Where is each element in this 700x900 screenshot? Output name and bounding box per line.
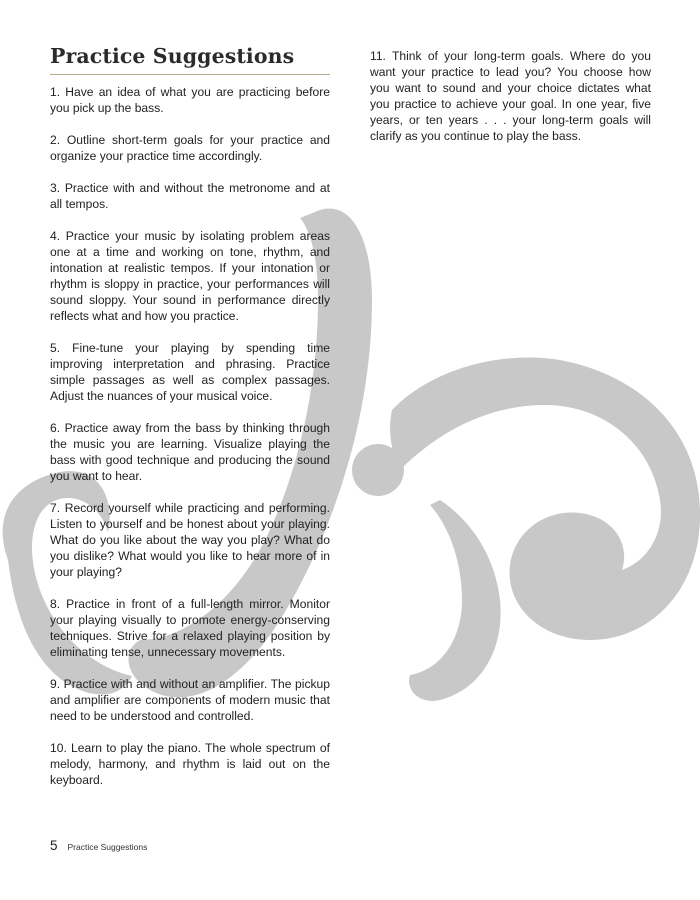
suggestion-item-11: 11. Think of your long-term goals. Where do you want your practice to lead you? You choose how you want to sound and your choice dictates what you practice to achieve your goal. In one year, five years, or ten years . . . your long-term goals will clarify as you continue to play the bass. <box>370 49 651 143</box>
suggestion-item-5: 5. Fine-tune your playing by spending time improving interpretation and phrasing. Practice simple passages as well as complex passages. Adjust the nuances of your musical voice. <box>50 341 330 403</box>
watermark-right-tail <box>409 500 501 701</box>
suggestion-item-3: 3. Practice with and without the metronome and at all tempos. <box>50 181 330 211</box>
suggestion-item-9: 9. Practice with and without an amplifier. The pickup and amplifier are components of modern music that need to be understood and controlled. <box>50 677 330 723</box>
page-title: Practice Suggestions <box>50 44 330 75</box>
right-column <box>370 48 651 160</box>
suggestion-item-7: 7. Record yourself while practicing and performing. Listen to yourself and be honest about your playing. What do you like about the way you play? What do you dislike? What would you like to hear more of in your playing? <box>50 501 330 579</box>
suggestion-item-8: 8. Practice in front of a full-length mirror. Monitor your playing visually to promote energy-conserving techniques. Strive for a relaxed playing position by eliminating tense, unnecessary movements. <box>50 597 330 659</box>
page-footer <box>50 838 147 853</box>
suggestion-list-left <box>50 84 330 788</box>
suggestion-item-2: 2. Outline short-term goals for your practice and organize your practice time accordingly. <box>50 133 330 163</box>
suggestion-item-6: 6. Practice away from the bass by thinking through the music you are learning. Visualize playing the bass with good technique and producing the sound you want to hear. <box>50 421 330 483</box>
suggestion-item-4: 4. Practice your music by isolating problem areas one at a time and working on tone, rhythm, and intonation at realistic tempos. If your intonation or rhythm is sloppy in practice, your performances will sound sloppy. Your sound in performance directly reflects what and how you practice. <box>50 229 330 323</box>
watermark-right-curl <box>390 357 700 640</box>
suggestion-item-1: 1. Have an idea of what you are practicing before you pick up the bass. <box>50 85 330 115</box>
footer-section-label: Practice Suggestions <box>67 842 148 852</box>
suggestion-item-10: 10. Learn to play the piano. The whole spectrum of melody, harmony, and rhythm is laid out on the keyboard. <box>50 741 330 787</box>
watermark-dot <box>352 444 404 496</box>
left-column <box>50 44 330 804</box>
page-number: 5 <box>50 838 58 853</box>
